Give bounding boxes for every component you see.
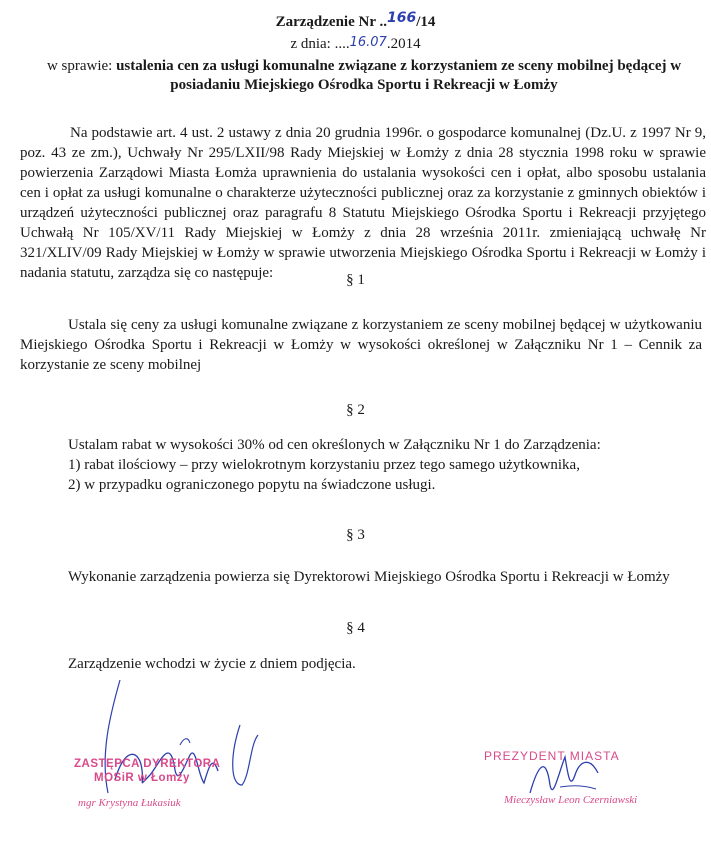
section-mark-2: § 2 [346,402,365,418]
right-stamp-line1: PREZYDENT MIASTA [484,749,620,763]
section-mark-1: § 1 [346,272,365,288]
left-signatory-name: mgr Krystyna Łukasiuk [78,797,181,809]
subject-text: ustalenia cen za usługi komunalne związane z korzystaniem ze sceny mobilnej będącej w posiadaniu Miejskiego Ośrodka Sportu i Rekreacji w Łomży [116,58,682,93]
date-handwritten: 16.07 [349,35,387,50]
document-title [0,10,711,31]
section-4-text: Zarządzenie wchodzi w życie z dniem podjęcia. [68,656,356,672]
date-suffix: .2014 [386,36,421,52]
section-2-item-2: 2) w przypadku ograniczonego popytu na świadczone usługi. [68,477,436,493]
section-1-text: Ustala się ceny za usługi komunalne związane z korzystaniem ze sceny mobilnej będącej w użytkowaniu Miejskiego Ośrodka Sportu i Rekreacji w Łomży w wysokości określonej w Załączniku Nr 1 – Cennik za korzystanie ze sceny mobilnej [20,317,702,373]
title-prefix: Zarządzenie Nr [275,14,380,30]
section-2-body [68,435,708,495]
preamble-paragraph: Na podstawie art. 4 ust. 2 ustawy z dnia 20 grudnia 1996r. o gospodarce komunalnej (Dz.U. z 1997 Nr 9, poz. 43 ze zm.), Uchwały Nr 295/LXII/98 Rady Miejskiej w Łomży z dnia 28 stycznia 1998 roku w sprawie powierzenia Zarządowi Miasta Łomża uprawnienia do ustalania wysokości cen i opłat, albo sposobu ustalania cen i opłat za usługi komunalne o charakterze użyteczności publicznej oraz za korzystanie z gminnych obiektów i urządzeń użyteczności publicznej oraz paragrafu 8 Statutu Miejskiego Ośrodka Sportu i Rekreacji przyjętego Uchwałą Nr 105/XV/11 Rady Miejskiej w Łomży z dnia 28 września 2011r. zmieniającą uchwałę Nr 321/XLIV/09 Rady Miejskiej w Łomży w sprawie utworzenia Miejskiego Ośrodka Sportu i Rekreacji w Łomży i nadania statutu, zarządza się co następuje: [20,125,706,281]
document-date [0,36,711,53]
date-dots: .... [334,36,350,52]
section-3-text: Wykonanie zarządzenia powierza się Dyrektorowi Miejskiego Ośrodka Sportu i Rekreacji w Łomży [68,569,670,585]
title-suffix: /14 [416,14,436,30]
date-prefix: z dnia: [290,36,335,52]
subject-prefix: w sprawie: [46,58,117,74]
section-2-item-1: 1) rabat ilościowy – przy wielokrotnym korzystaniu przez tego samego użytkownika, [68,457,580,473]
section-mark-3: § 3 [346,527,365,543]
left-stamp-line2: MOSiR w Łomży [94,772,190,784]
left-handwritten-signature [80,675,280,805]
title-number-handwritten: 166 [386,10,417,26]
left-stamp-line1: ZASTĘPCA DYREKTORA [74,758,221,770]
document-subject [28,57,700,95]
title-number-dots: .. [379,14,387,30]
section-2-intro: Ustalam rabat w wysokości 30% od cen określonych w Załączniku Nr 1 do Zarządzenia: [68,437,601,453]
section-mark-4: § 4 [346,620,365,636]
right-signatory-name: Mieczysław Leon Czerniawski [504,794,638,806]
